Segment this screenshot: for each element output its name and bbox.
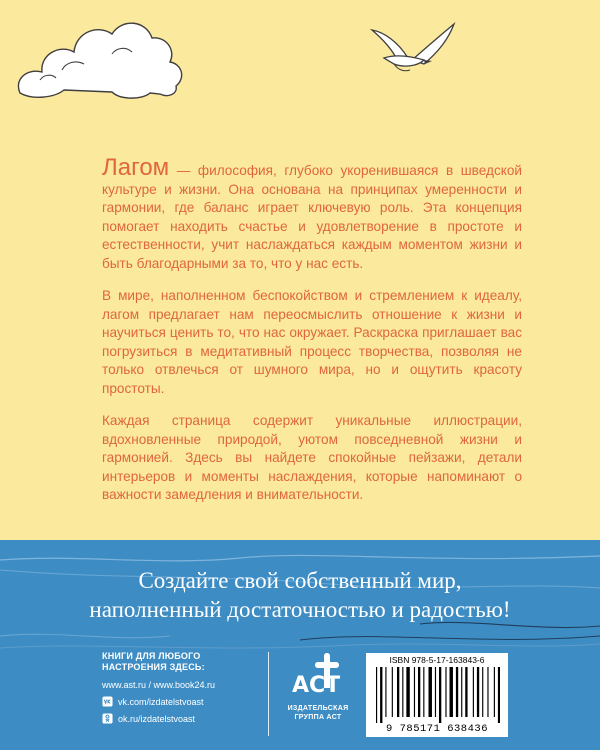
- barcode-bar: [498, 667, 500, 723]
- barcode-bar: [465, 667, 467, 717]
- social-ok[interactable]: [102, 713, 262, 724]
- sky-illustration: [0, 0, 600, 160]
- barcode-bar: [402, 667, 403, 717]
- barcode-bar: [487, 667, 488, 717]
- barcode-bar: [494, 667, 495, 717]
- barcode-bar: [482, 667, 483, 717]
- barcode-digits: 9 785171 638436: [385, 723, 488, 735]
- slogan-line-1: Создайте свой собственный мир,: [138, 568, 462, 593]
- description-paragraph-1: [102, 154, 522, 273]
- slogan-line-2: наполненный достаточностью и радостью!: [89, 597, 511, 622]
- ast-logo-icon: [288, 650, 348, 702]
- slogan: [0, 566, 600, 624]
- barcode-bar: [414, 667, 415, 717]
- social-vk-text: vk.com/izdatelstvoast: [118, 696, 204, 707]
- ok-icon: [102, 713, 113, 724]
- publisher-caption-line-1: ИЗДАТЕЛЬСКАЯ: [287, 705, 349, 712]
- barcode-bar: [456, 667, 458, 717]
- barcode-bar: [418, 667, 420, 717]
- barcode-bar: [445, 667, 446, 717]
- barcode-bar: [435, 667, 436, 717]
- ast-logo-text: ACT: [292, 673, 341, 698]
- barcode-bar: [461, 667, 462, 717]
- isbn-label: ISBN 978-5-17-163843-6: [389, 655, 485, 665]
- barcode-bar: [380, 667, 382, 723]
- imprint-heading: [102, 651, 262, 673]
- websites-link[interactable]: www.ast.ru / www.book24.ru: [102, 680, 216, 690]
- vk-icon: [102, 696, 113, 707]
- lead-word: Лагом: [102, 154, 170, 181]
- barcode-bar: [406, 667, 409, 717]
- barcode-bar: [376, 667, 377, 723]
- barcode-bar: [429, 667, 432, 717]
- barcode-graphic: [374, 667, 500, 723]
- imprint-divider: [268, 652, 269, 736]
- seagull-illustration: [372, 24, 454, 71]
- barcode-bar: [392, 667, 393, 717]
- barcode-bar: [450, 667, 453, 717]
- description-paragraph-3: Каждая страница содержит уникальные иллюстрации, вдохновленные природой, уютом повседневной жизни и гармонией. Здесь вы найдете спокойные пейзажи, детали интерьеров и моменты наслаждения, которые напоминают о важности замедления и внимательности.: [102, 413, 522, 502]
- barcode-bar: [397, 667, 399, 717]
- lead-paragraph-text: — философия, глубоко укоренившаяся в шведской культуре и жизни. Она основана на принципах умеренности и гармонии, где баланс играет ключевую роль. Эта концепция помогает находить счастье и удовлетворение в простоте и естественности, учит наслаждаться каждым моментом жизни и быть благодарными за то, что у нас есть.: [102, 163, 522, 271]
- publisher-caption-line-2: ГРУППА АСТ: [294, 714, 342, 721]
- isbn-barcode: [366, 653, 508, 737]
- description-paragraph-2: В мире, наполненном беспокойством и стремлением к идеалу, лагом предлагает нам переосмыслить отношение к жизни и научиться ценить то, что нас окружает. Раскраска приглашает вас погрузиться в медитативный процесс творчества, позволяя не только отвлечься от шумного мира, но и ощутить красоту простоты.: [102, 288, 522, 396]
- publisher-caption: [283, 704, 353, 722]
- barcode-bar: [423, 667, 424, 717]
- imprint-heading-line-1: КНИГИ ДЛЯ ЛЮБОГО: [102, 651, 201, 661]
- social-vk[interactable]: [102, 696, 262, 707]
- barcode-bar: [385, 667, 386, 717]
- social-ok-text: ok.ru/izdatelstvoast: [118, 713, 196, 724]
- publisher-logo: [283, 650, 353, 722]
- publisher-imprint: [102, 651, 262, 724]
- imprint-heading-line-2: НАСТРОЕНИЯ ЗДЕСЬ:: [102, 662, 205, 672]
- barcode-bar: [477, 667, 479, 717]
- cloud-illustration: [18, 23, 181, 98]
- barcode-bar: [439, 667, 441, 723]
- description-text: [102, 154, 522, 519]
- barcode-bar: [473, 667, 474, 717]
